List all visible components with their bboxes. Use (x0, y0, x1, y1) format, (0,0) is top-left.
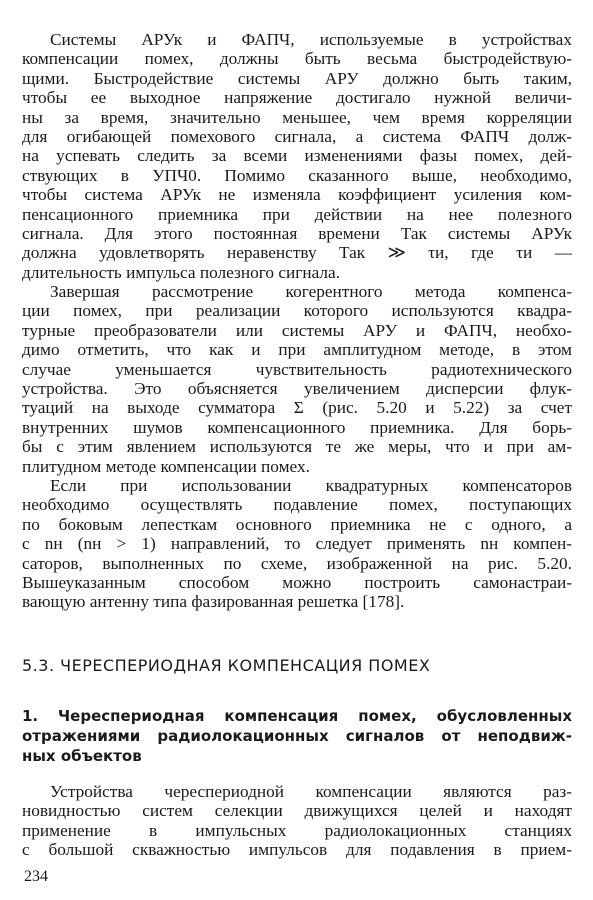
text-line: ствующих в УПЧ0. Помимо сказанного выше, необходимо, (22, 165, 572, 185)
page-body (22, 30, 572, 612)
text-line: димо отметить, что как и при амплитудном методе, в этом (22, 340, 572, 360)
text-line: чтобы ее выходное напряжение достигало нужной величи- (22, 88, 572, 108)
paragraph-1 (22, 30, 572, 282)
text-line: компенсации помех, должны быть весьма быстродействую- (22, 49, 572, 69)
text-line: Если при использовании квадратурных компенсаторов (50, 475, 572, 495)
text-line: ции помех, при реализации которого используются квадра- (22, 301, 572, 321)
text-line: Вышеуказанным способом можно построить самонастраи- (22, 572, 572, 592)
page-number: 234 (24, 868, 48, 885)
text-line: чтобы система АРУк не изменяла коэффициент усиления ком- (22, 185, 572, 205)
text-line: должна удовлетворять неравенству Так ≫ τи, где τи — (22, 243, 572, 263)
text-line: внутренних шумов компенсационного приемника. Для борь- (22, 417, 572, 437)
paragraph-2 (22, 282, 572, 476)
subsection-line: отражениями радиолокационных сигналов от неподвиж- (22, 727, 572, 745)
text-line: турные преобразователи или системы АРУ и ФАПЧ, необхо- (22, 320, 572, 340)
text-line: с nн (nн > 1) направлений, то следует применять nн компен- (22, 534, 572, 554)
text-line: щими. Быстродействие системы АРУ должно быть таким, (22, 68, 572, 88)
text-line: саторов, выполненных по схеме, изображенной на рис. 5.20. (22, 553, 572, 573)
paragraph-3 (22, 476, 572, 612)
subsection-heading (22, 706, 572, 766)
subsection-line: 1. Череспериодная компенсация помех, обусловленных (22, 707, 572, 725)
text-line: ны за время, значительно меньшее, чем время корреляции (22, 107, 572, 127)
text-line: случае уменьшается чувствительность радиотехнического (22, 359, 572, 379)
section-heading: 5.3. ЧЕРЕСПЕРИОДНАЯ КОМПЕНСАЦИЯ ПОМЕХ (22, 656, 431, 675)
text-line: бы с этим явлением используются те же меры, что и при ам- (22, 437, 572, 457)
text-line: плитудном методе компенсации помех. (22, 456, 310, 476)
text-line: устройства. Это объясняется увеличением дисперсии флук- (22, 379, 572, 399)
text-line: Системы АРУк и ФАПЧ, используемые в устройствах (50, 30, 572, 49)
text-line: на успевать следить за всеми изменениями фазы помех, дей- (22, 146, 572, 166)
text-line: необходимо осуществлять подавление помех, поступающих (22, 495, 572, 515)
text-line: применение в импульсных радиолокационных станциях (22, 820, 572, 840)
text-line: новидностью систем селекции движущихся целей и находят (22, 801, 572, 821)
text-line: Завершая рассмотрение когерентного метода компенса- (50, 282, 572, 302)
text-line: вающую антенну типа фазированная решетка [178]. (22, 592, 405, 612)
text-line: пенсационного приемника при действии на нее полезного (22, 204, 572, 224)
text-line: для огибающей помехового сигнала, а система ФАПЧ долж- (22, 126, 572, 146)
text-line: с большой скважностью импульсов для подавления в прием- (22, 840, 572, 860)
subsection-line: ных объектов (22, 747, 142, 765)
text-line: сигнала. Для этого постоянная времени Так системы АРУк (22, 223, 572, 243)
text-line: длительность импульса полезного сигнала. (22, 262, 341, 282)
text-line: туаций на выходе сумматора Σ (рис. 5.20 и 5.22) за счет (22, 398, 572, 418)
text-line: Устройства череспериодной компенсации являются раз- (50, 782, 572, 801)
paragraph-4 (22, 782, 572, 860)
text-line: по боковым лепесткам основного приемника не с одного, а (22, 514, 572, 534)
